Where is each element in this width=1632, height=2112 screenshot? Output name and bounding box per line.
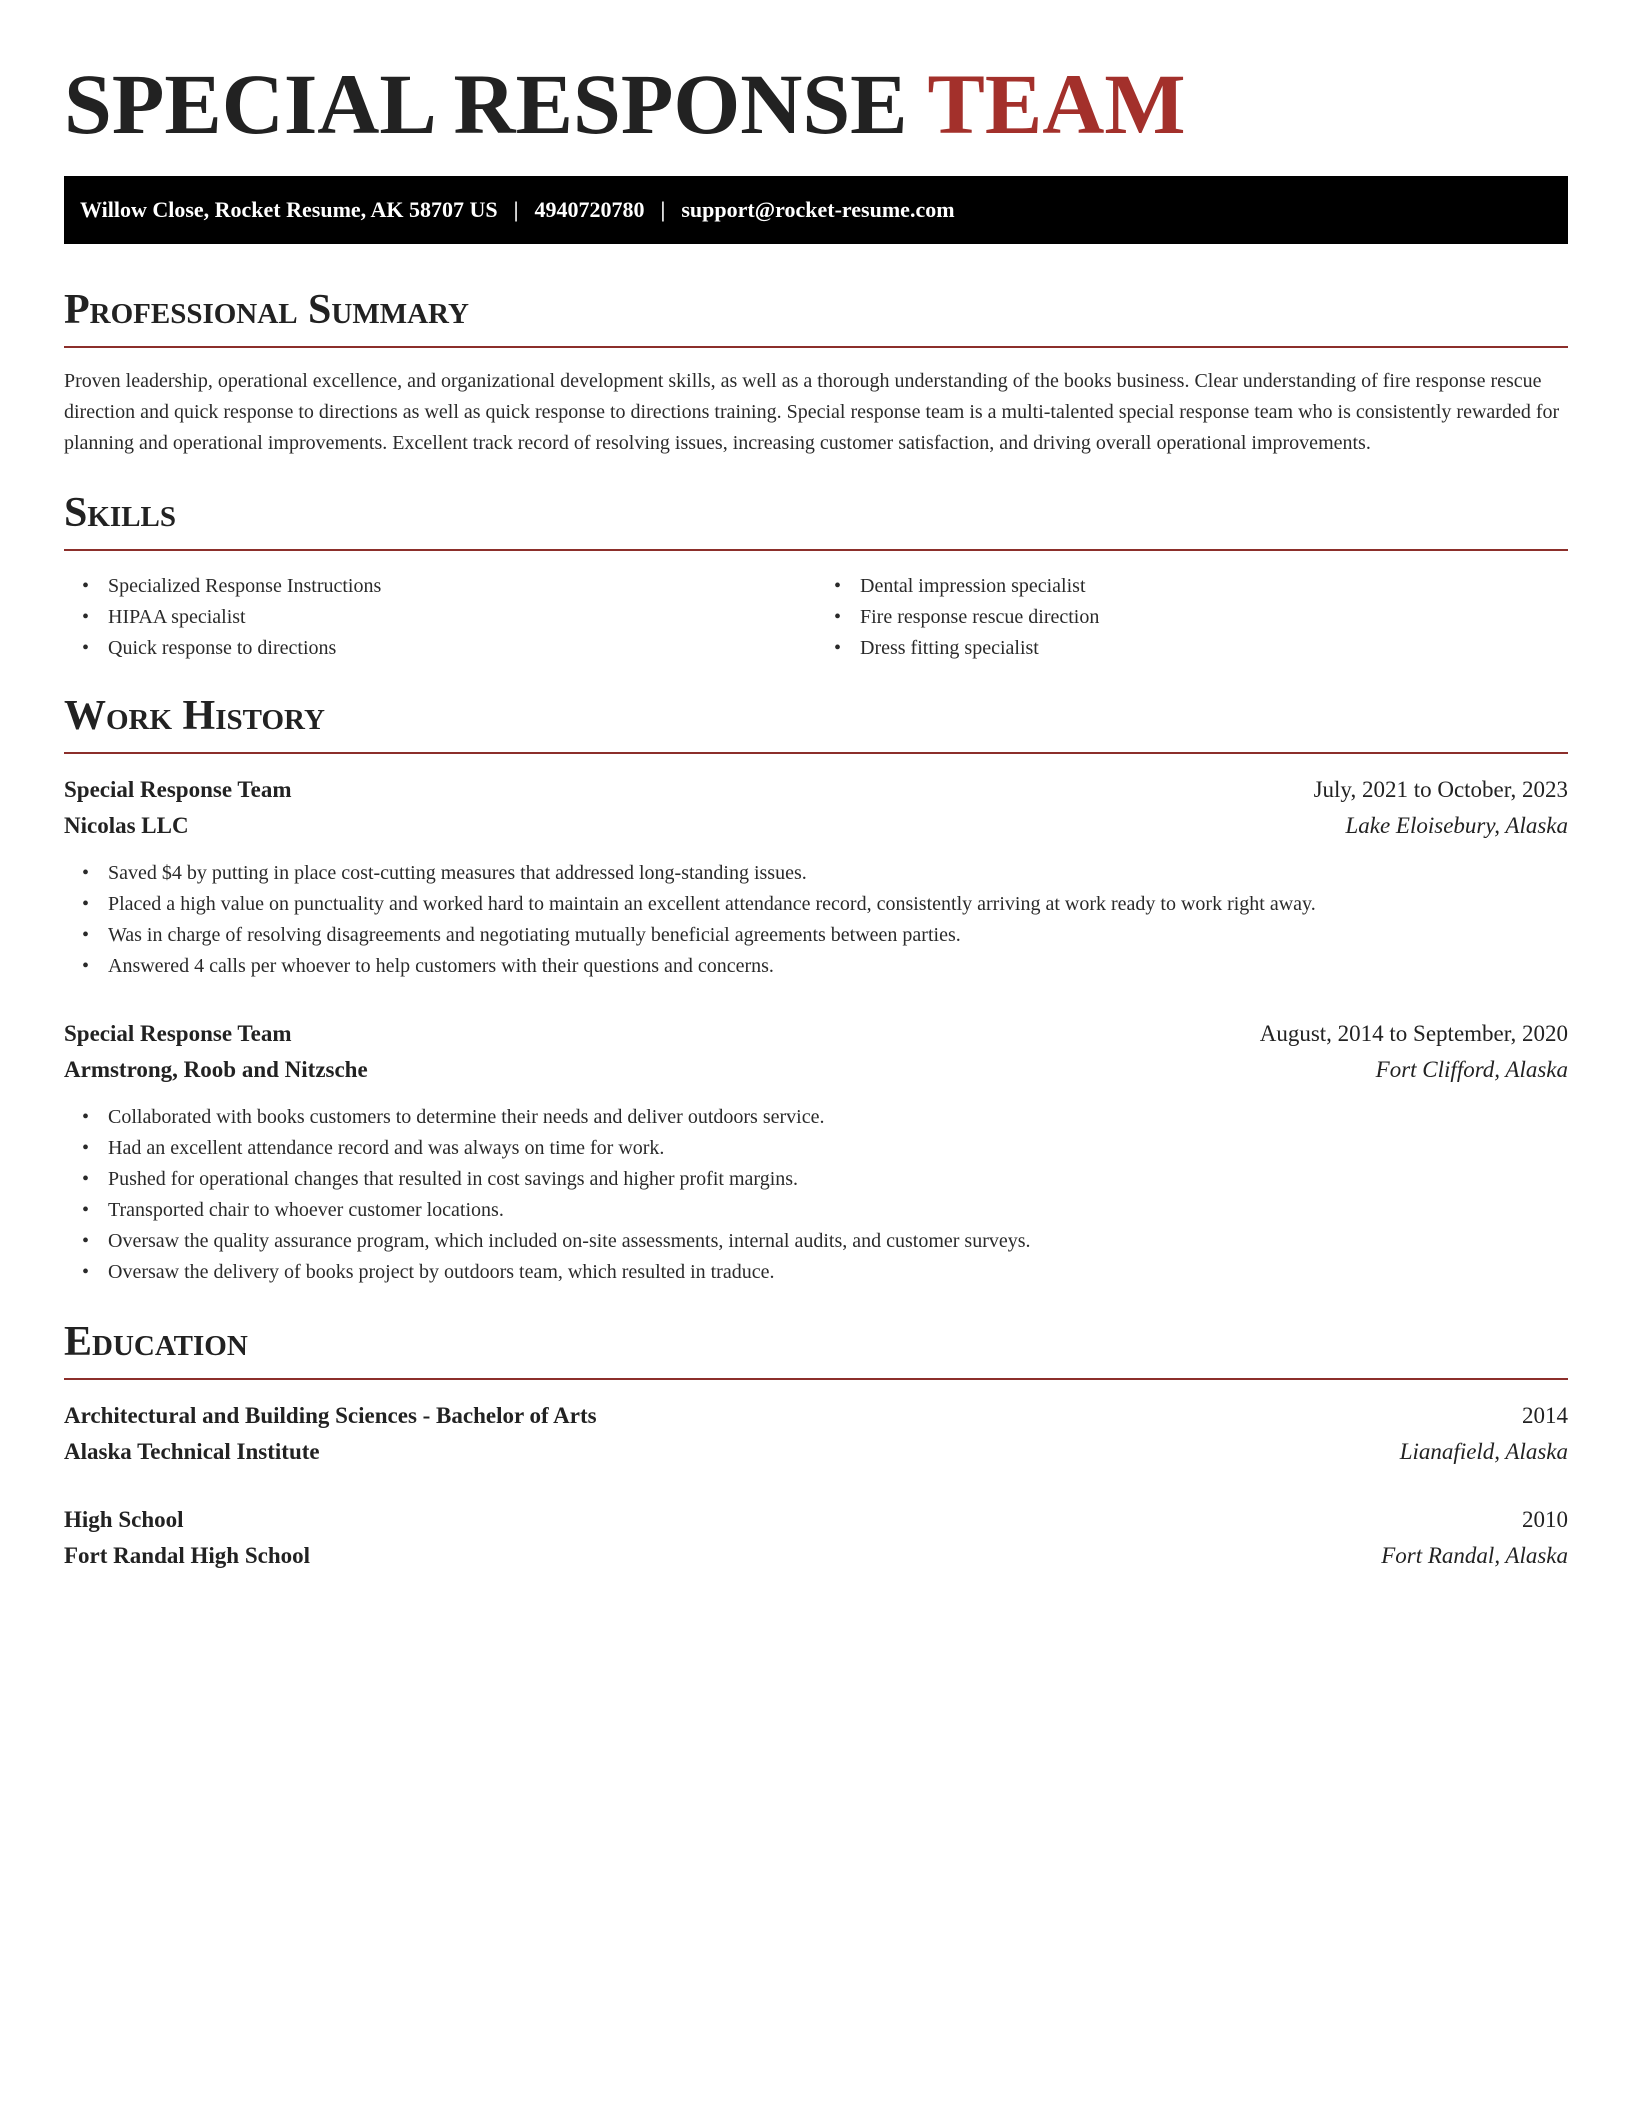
section-title-skills: Skills — [64, 490, 177, 536]
skill-item: • Fire response rescue direction — [860, 602, 1568, 633]
job-dates: July, 2021 to October, 2023 — [1313, 777, 1568, 802]
contact-email: support@rocket-resume.com — [681, 197, 955, 222]
education-school-row — [64, 1538, 1568, 1574]
education-school: Alaska Technical Institute — [64, 1439, 320, 1464]
education-degree-row — [64, 1398, 1568, 1434]
job-company: Nicolas LLC — [64, 813, 189, 838]
contact-phone: 4940720780 — [534, 197, 645, 222]
education-location: Fort Randal, Alaska — [1381, 1543, 1568, 1568]
section-title-education: Education — [64, 1319, 248, 1365]
job-bullet: • Answered 4 calls per whoever to help customers with their questions and concerns. — [108, 951, 1568, 982]
job-entry — [64, 772, 1568, 982]
job-entry — [64, 1016, 1568, 1288]
education-year: 2014 — [1522, 1403, 1568, 1428]
job-dates: August, 2014 to September, 2020 — [1259, 1021, 1568, 1046]
contact-separator: | — [660, 197, 666, 222]
job-bullet: • Saved $4 by putting in place cost-cutting measures that addressed long-standing issues. — [108, 858, 1568, 889]
contact-separator: | — [513, 197, 519, 222]
name-main: SPECIAL RESPONSE — [64, 56, 908, 152]
work-history-section — [64, 692, 1568, 1288]
job-header-row — [64, 772, 1568, 808]
job-bullet: • Placed a high value on punctuality and worked hard to maintain an excellent attendance record, consistently arriving at work ready to work right away. — [108, 889, 1568, 920]
job-company-row — [64, 1052, 1568, 1088]
job-bullet: • Had an excellent attendance record and was always on time for work. — [108, 1133, 1568, 1164]
education-degree-row — [64, 1502, 1568, 1538]
education-degree: High School — [64, 1507, 184, 1532]
job-location: Fort Clifford, Alaska — [1375, 1057, 1568, 1082]
contact-address: Willow Close, Rocket Resume, AK 58707 US — [80, 197, 498, 222]
job-company-row — [64, 808, 1568, 844]
contact-bar — [64, 176, 1568, 244]
skills-grid — [64, 571, 1568, 664]
job-company: Armstrong, Roob and Nitzsche — [64, 1057, 368, 1082]
section-divider — [64, 752, 1568, 754]
job-bullet: • Pushed for operational changes that resulted in cost savings and higher profit margins. — [108, 1164, 1568, 1195]
skills-column-right — [816, 571, 1568, 664]
education-degree: Architectural and Building Sciences - Bachelor of Arts — [64, 1403, 597, 1428]
job-role: Special Response Team — [64, 777, 292, 802]
job-bullet: • Was in charge of resolving disagreements and negotiating mutually beneficial agreements between parties. — [108, 920, 1568, 951]
name-accent: TEAM — [927, 56, 1186, 152]
job-bullet: • Collaborated with books customers to determine their needs and deliver outdoors service. — [108, 1102, 1568, 1133]
education-entry — [64, 1398, 1568, 1470]
summary-text: Proven leadership, operational excellence, and organizational development skills, as well as a thorough understanding of the books business. Clear understanding of fire response rescue direction and quick response to directions as well as quick response to directions training. Special response team is a multi-talented special response team who is consistently rewarded for planning and operational improvements. Excellent track record of resolving issues, increasing customer satisfaction, and driving overall operational improvements. — [64, 370, 1560, 454]
skill-item: • HIPAA specialist — [108, 602, 816, 633]
section-divider — [64, 1378, 1568, 1380]
education-entry — [64, 1502, 1568, 1574]
section-divider — [64, 549, 1568, 551]
job-role: Special Response Team — [64, 1021, 292, 1046]
section-divider — [64, 346, 1568, 348]
job-bullet: • Transported chair to whoever customer locations. — [108, 1195, 1568, 1226]
job-bullets — [64, 858, 1568, 982]
job-bullet: • Oversaw the delivery of books project by outdoors team, which resulted in traduce. — [108, 1257, 1568, 1288]
job-bullet: • Oversaw the quality assurance program, which included on-site assessments, internal audits, and customer surveys. — [108, 1226, 1568, 1257]
job-location: Lake Eloisebury, Alaska — [1345, 813, 1568, 838]
education-year: 2010 — [1522, 1507, 1568, 1532]
skills-section — [64, 489, 1568, 664]
job-bullets — [64, 1102, 1568, 1288]
education-school-row — [64, 1434, 1568, 1470]
job-header-row — [64, 1016, 1568, 1052]
skill-item: • Dental impression specialist — [860, 571, 1568, 602]
education-section — [64, 1318, 1568, 1574]
summary-section — [64, 286, 1568, 459]
resume-name — [64, 0, 1568, 150]
education-location: Lianafield, Alaska — [1399, 1439, 1568, 1464]
skill-item: • Dress fitting specialist — [860, 633, 1568, 664]
education-school: Fort Randal High School — [64, 1543, 311, 1568]
skill-item: • Specialized Response Instructions — [108, 571, 816, 602]
section-title-work-history: Work History — [64, 693, 325, 739]
skill-item: • Quick response to directions — [108, 633, 816, 664]
section-title-summary: Professional Summary — [64, 287, 469, 333]
resume-page — [64, 0, 1568, 1574]
skills-column-left — [64, 571, 816, 664]
